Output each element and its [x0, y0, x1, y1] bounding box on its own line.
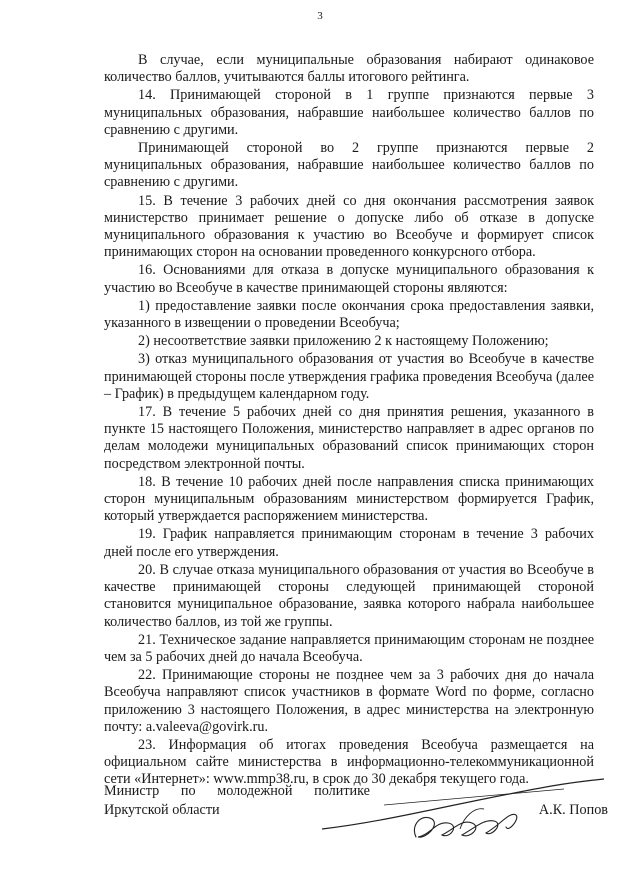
paragraph-18: 18. В течение 10 рабочих дней после направления списка принимающих сторон муниципальным образованиям министерством формируется График, который утверждается распоряжением министерства.: [104, 473, 594, 525]
page-number: 3: [317, 10, 323, 22]
signature-block: [104, 783, 608, 863]
signatory-title-word: по: [180, 783, 196, 799]
paragraph-20: 20. В случае отказа муниципального образования от участия во Всеобуче в качестве принимающей стороны следующей принимающей стороной становится муниципальное образование, заявка которого набрала наибольшее количество баллов, из той же группы.: [104, 561, 594, 630]
paragraph-22: 22. Принимающие стороны не позднее чем за 3 рабочих дня до начала Всеобуча направляют список участников в формате Word по форме, согласно приложению 3 настоящего Положения, в адрес министерства на электронную почту: a.valeeva@govirk.ru.: [104, 667, 594, 735]
signatory-title-word: молодежной: [217, 783, 293, 799]
paragraph-21: 21. Техническое задание направляется принимающим сторонам не позднее чем за 5 рабочих дней до начала Всеобуча.: [104, 631, 594, 665]
paragraph-16-item-1: 1) предоставление заявки после окончания срока предоставления заявки, указанного в извещении о проведении Всеобуча;: [104, 297, 594, 332]
document-body: [104, 52, 594, 789]
handwritten-signature: [314, 777, 614, 857]
paragraph-14-group2: Принимающей стороной во 2 группе признаются первые 2 муниципальных образования, набравшие наибольшее количество баллов по сравнению с другими.: [104, 140, 594, 191]
paragraph-14: 14. Принимающей стороной в 1 группе признаются первые 3 муниципальных образования, набравшие наибольшее количество баллов по сравнению с другими.: [104, 87, 594, 138]
signatory-title-word: политике: [314, 783, 370, 799]
paragraph-16-item-2: 2) несоответствие заявки приложению 2 к настоящему Положению;: [138, 333, 549, 350]
signatory-title-line2: Иркутской области: [104, 802, 220, 818]
paragraph-23: 23. Информация об итогах проведения Всеобуча размещается на официальном сайте министерства в информационно-телекоммуникационной сети «Интернет»: www.mmp38.ru, в срок до 30 декабря текущего года.: [104, 736, 594, 788]
signatory-name: А.К. Попов: [538, 802, 608, 818]
paragraph-19: 19. График направляется принимающим сторонам в течение 3 рабочих дней после его утверждения.: [104, 526, 594, 560]
paragraph-17: 17. В течение 5 рабочих дней со дня принятия решения, указанного в пункте 15 настоящего Положения, министерство направляет в адрес органов по делам молодежи муниципальных образований список принимающих сторон посредством электронной почты.: [104, 404, 594, 472]
paragraph-16-item-3: 3) отказ муниципального образования от участия во Всеобуче в качестве принимающей стороны после утверждения графика проведения Всеобуча (далее – График) в предыдущем календарном году.: [104, 351, 594, 402]
paragraph-tie-rule: В случае, если муниципальные образования набирают одинаковое количество баллов, учитываются баллы итогового рейтинга.: [104, 52, 594, 86]
paragraph-16: 16. Основаниями для отказа в допуске муниципального образования к участию во Всеобуче в качестве принимающей стороны являются:: [104, 262, 594, 296]
paragraph-15: 15. В течение 3 рабочих дней со дня окончания рассмотрения заявок министерство принимает решение о допуске либо об отказе в допуске муниципального образования к участию во Всеобуче и формирует список принимающих сторон на основании проведенного конкурсного отбора.: [104, 192, 594, 261]
signatory-title-word: Министр: [104, 783, 160, 799]
